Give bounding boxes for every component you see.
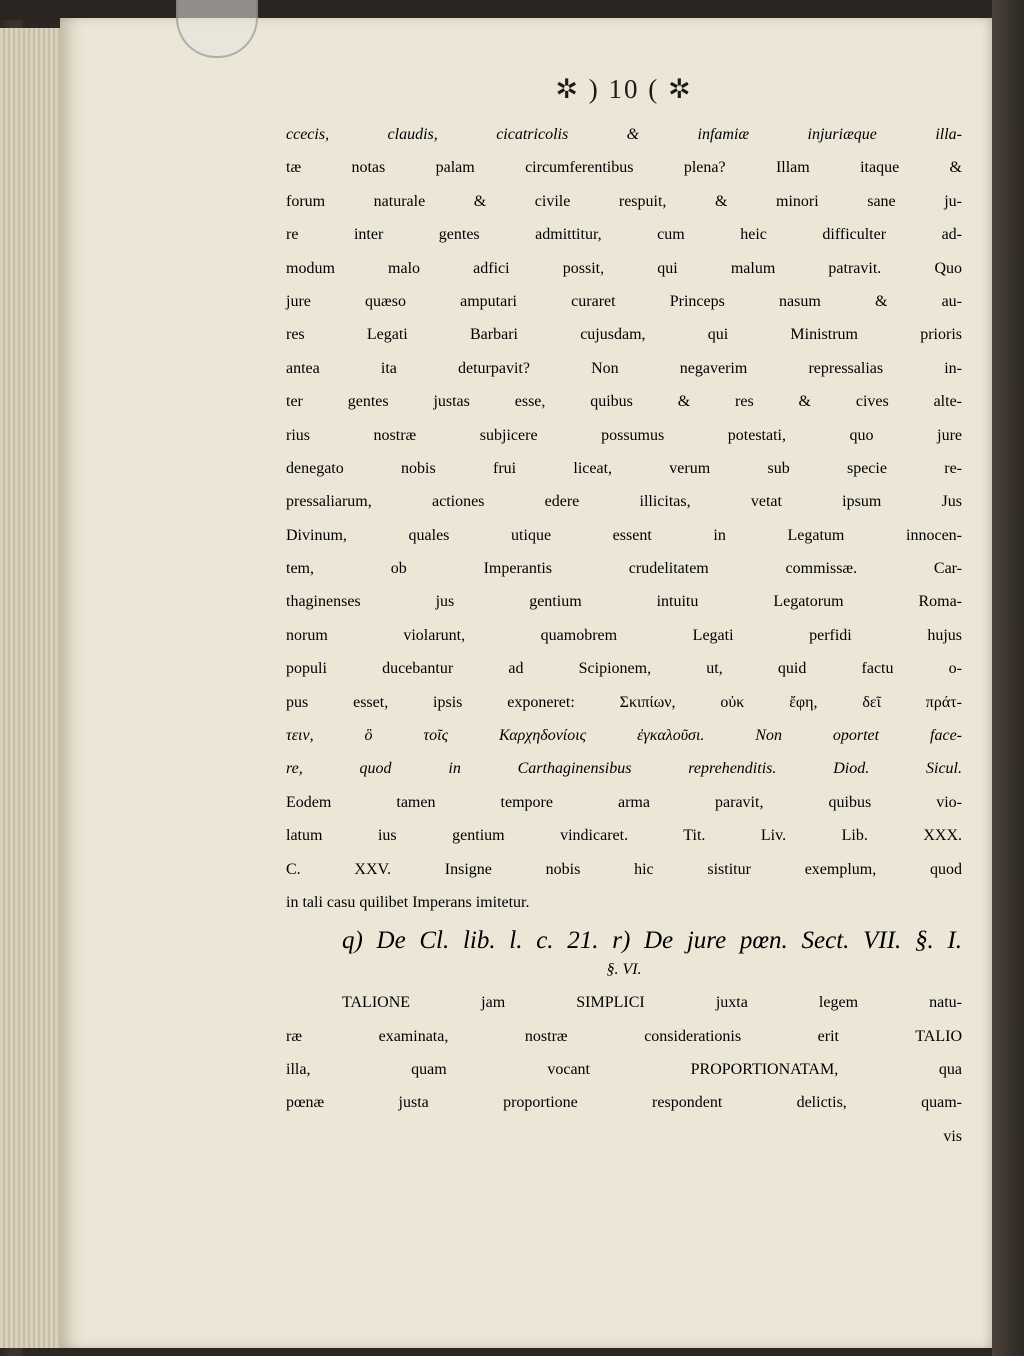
text-line: Eodem tamen tempore arma paravit, quibus vio- <box>286 793 962 811</box>
text-line: thaginenses jus gentium intuitu Legatorum Roma- <box>286 593 962 611</box>
text-line: forum naturale & civile respuit, & minori sane ju- <box>286 192 962 210</box>
scan-right-border <box>992 0 1024 1356</box>
text-line: jure quæso amputari curaret Princeps nasum & au- <box>286 292 962 310</box>
text-line: modum malo adfici possit, qui malum patravit. Quo <box>286 259 962 277</box>
text-line: re inter gentes admittitur, cum heic difficulter ad- <box>286 226 962 244</box>
text-line: rius nostræ subjicere possumus potestati, quo jure <box>286 426 962 444</box>
text-line: norum violarunt, quamobrem Legati perfidi hujus <box>286 626 962 644</box>
text-line: Divinum, quales utique essent in Legatum innocen- <box>286 526 962 544</box>
text-line: ccecis, claudis, cicatricolis & infamiæ injuriæque illa- <box>286 126 962 143</box>
text-line: tem, ob Imperantis crudelitatem commissæ. Car- <box>286 560 962 578</box>
page-body-text <box>286 126 962 1161</box>
text-line: q) De Cl. lib. l. c. 21. r) De jure pœn. Sect. VII. §. I. <box>342 927 962 955</box>
text-line: tæ notas palam circumferentibus plena? Illam itaque & <box>286 159 962 177</box>
text-line: pœnæ justa proportione respondent delictis, quam- <box>286 1094 962 1112</box>
page-header: ✲ ) 10 ( ✲ <box>555 74 693 104</box>
text-line: ter gentes justas esse, quibus & res & cives alte- <box>286 393 962 411</box>
text-line: §. VI. <box>606 960 642 978</box>
text-line: C. XXV. Insigne nobis hic sistitur exemplum, quod <box>286 860 962 878</box>
text-line: TALIONE jam SIMPLICI juxta legem natu- <box>342 994 962 1012</box>
text-line: pus esset, ipsis exponeret: Σκιπίων, οὐκ ἔφη, δεῖ πράτ- <box>286 693 962 711</box>
text-line: re, quod in Carthaginensibus reprehenditis. Diod. Sicul. <box>286 760 962 778</box>
text-line: in tali casu quilibet Imperans imitetur. <box>286 893 530 911</box>
text-line: pressaliarum, actiones edere illicitas, vetat ipsum Jus <box>286 493 962 511</box>
text-line: populi ducebantur ad Scipionem, ut, quid factu o- <box>286 660 962 678</box>
text-line: res Legati Barbari cujusdam, qui Ministrum prioris <box>286 326 962 344</box>
text-line: ræ examinata, nostræ considerationis erit TALIO <box>286 1027 962 1045</box>
text-line: τειν, ὃ τοῖς Καρχηδονίοις ἐγκαλοῦσι. Non oportet face- <box>286 727 962 745</box>
text-line: antea ita deturpavit? Non negaverim repressalias in- <box>286 359 962 377</box>
scan-top-border <box>0 0 1024 20</box>
text-line: vis <box>943 1127 962 1145</box>
text-line: latum ius gentium vindicaret. Tit. Liv. Lib. XXX. <box>286 827 962 845</box>
text-line: denegato nobis frui liceat, verum sub specie re- <box>286 459 962 477</box>
text-line: illa, quam vocant PROPORTIONATAM, qua <box>286 1060 962 1078</box>
